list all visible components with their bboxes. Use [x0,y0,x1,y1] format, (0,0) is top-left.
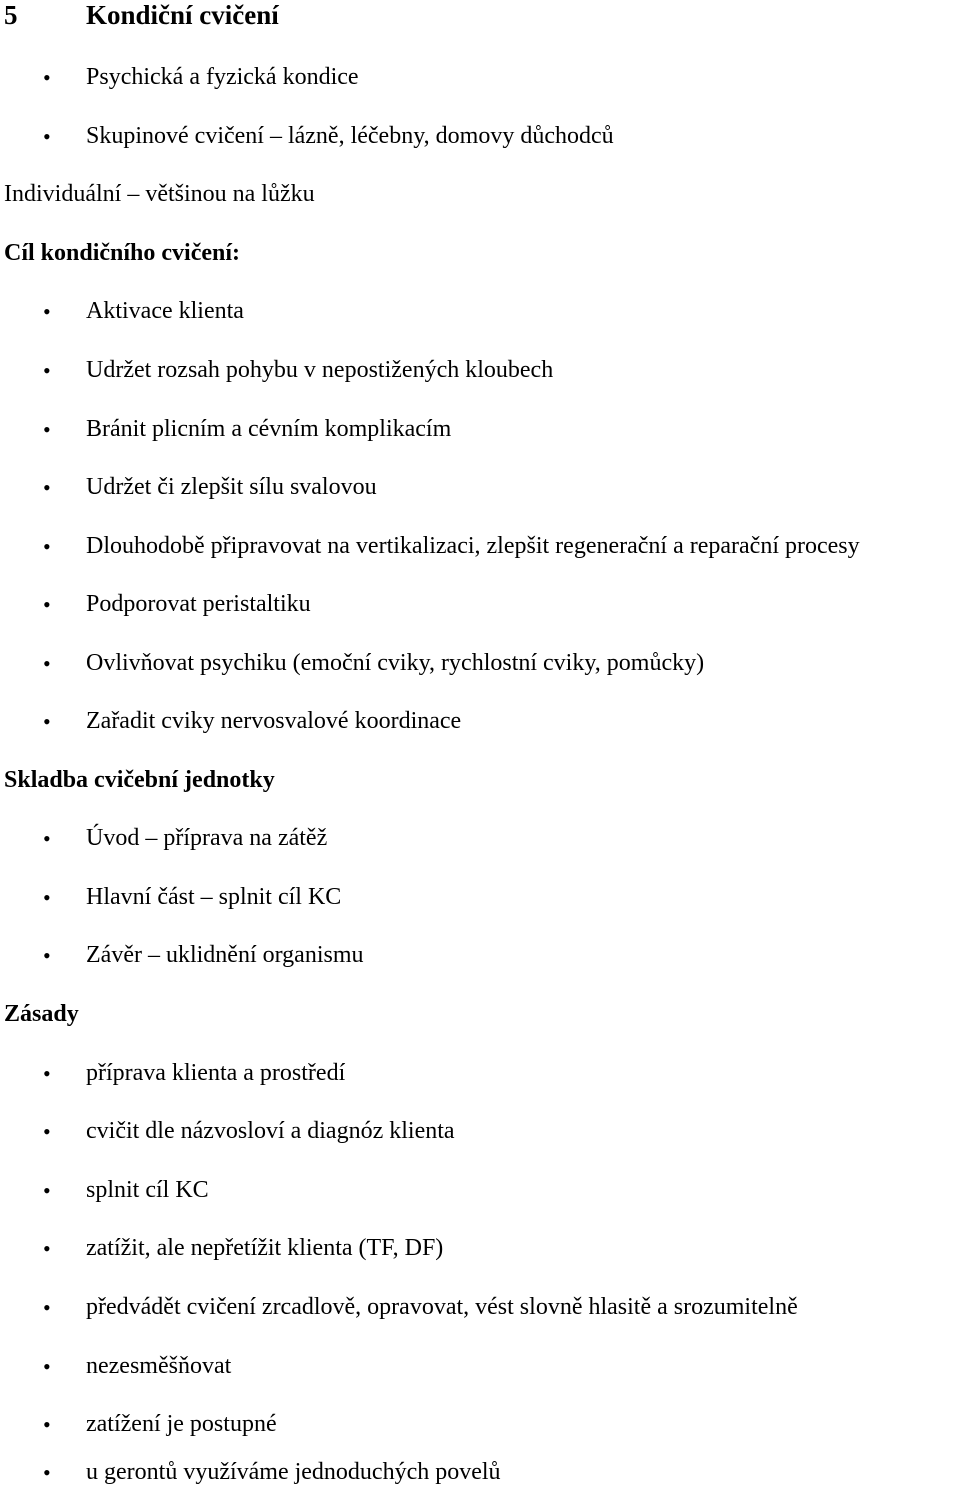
bullet: • [43,1354,51,1379]
bullet: • [43,651,51,676]
bullet: • [43,1295,51,1320]
paragraph-text: Individuální – většinou na lůžku [4,181,315,207]
list-item-text: u gerontů využíváme jednoduchých povelů [86,1459,501,1485]
list-item-text: Aktivace klienta [86,298,244,324]
individual-line [0,165,960,224]
list-item-text: Závěr – uklidnění organismu [86,942,364,968]
list-item [0,809,960,868]
list-item-text: Dlouhodobě připravovat na vertikalizaci, zlepšit regenerační a reparační procesy [86,533,860,559]
bullet: • [43,299,51,324]
list-item [0,458,960,517]
bullet: • [43,358,51,383]
bullet: • [43,1178,51,1203]
bullet: • [43,417,51,442]
list-item [0,282,960,341]
list-item-text: Bránit plicním a cévním komplikacím [86,416,452,442]
list-item-text: Úvod – příprava na zátěž [86,825,328,851]
bullet: • [43,943,51,968]
list-item [0,1219,960,1278]
bullet: • [43,885,51,910]
bullet: • [43,124,51,149]
list-item-text: Skupinové cvičení – lázně, léčebny, domovy důchodců [86,123,614,149]
list-item-text: Podporovat peristaltiku [86,591,311,617]
section-number: 5 [4,0,18,30]
bullet: • [43,1119,51,1144]
goal-heading [0,224,960,283]
list-item-text: příprava klienta a prostředí [86,1060,346,1086]
list-item [0,1044,960,1103]
list-item-text: Ovlivňovat psychiku (emoční cviky, rychlostní cviky, pomůcky) [86,650,705,676]
subheading-text: Skladba cvičební jednotky [4,767,275,793]
list-item [0,1443,960,1502]
list-item [0,1102,960,1161]
list-item-text: cvičit dle názvosloví a diagnóz klienta [86,1118,455,1144]
list-item-text: splnit cíl KC [86,1177,209,1203]
bullet: • [43,826,51,851]
list-item-text: Hlavní část – splnit cíl KC [86,884,342,910]
list-item [0,868,960,927]
subheading-text: Zásady [4,1001,79,1027]
list-item-text: předvádět cvičení zrcadlově, opravovat, vést slovně hlasitě a srozumitelně [86,1294,798,1320]
list-item [0,692,960,751]
list-item-text: zatížení je postupné [86,1411,277,1437]
list-item [0,1337,960,1396]
principles-heading [0,985,960,1044]
list-item-text: zatížit, ale nepřetížit klienta (TF, DF) [86,1235,444,1261]
list-item [0,400,960,459]
list-item [0,1161,960,1220]
bullet: • [43,592,51,617]
composition-heading [0,751,960,810]
list-item [0,575,960,634]
subheading-text: Cíl kondičního cvičení: [4,240,241,266]
list-item [0,926,960,985]
bullet: • [43,1236,51,1261]
bullet: • [43,709,51,734]
bullet: • [43,534,51,559]
list-item [0,341,960,400]
list-item [0,48,960,107]
list-item-text: nezesměšňovat [86,1353,232,1379]
section-heading [0,0,960,45]
bullet: • [43,1460,51,1485]
bullet: • [43,65,51,90]
list-item-text: Udržet či zlepšit sílu svalovou [86,474,377,500]
bullet: • [43,1061,51,1086]
list-item [0,107,960,166]
list-item-text: Udržet rozsah pohybu v nepostižených kloubech [86,357,554,383]
section-title: Kondiční cvičení [86,0,279,30]
list-item-text: Psychická a fyzická kondice [86,64,359,90]
list-item [0,1278,960,1337]
list-item [0,634,960,693]
bullet: • [43,475,51,500]
list-item [0,517,960,576]
bullet: • [43,1412,51,1437]
list-item-text: Zařadit cviky nervosvalové koordinace [86,708,462,734]
